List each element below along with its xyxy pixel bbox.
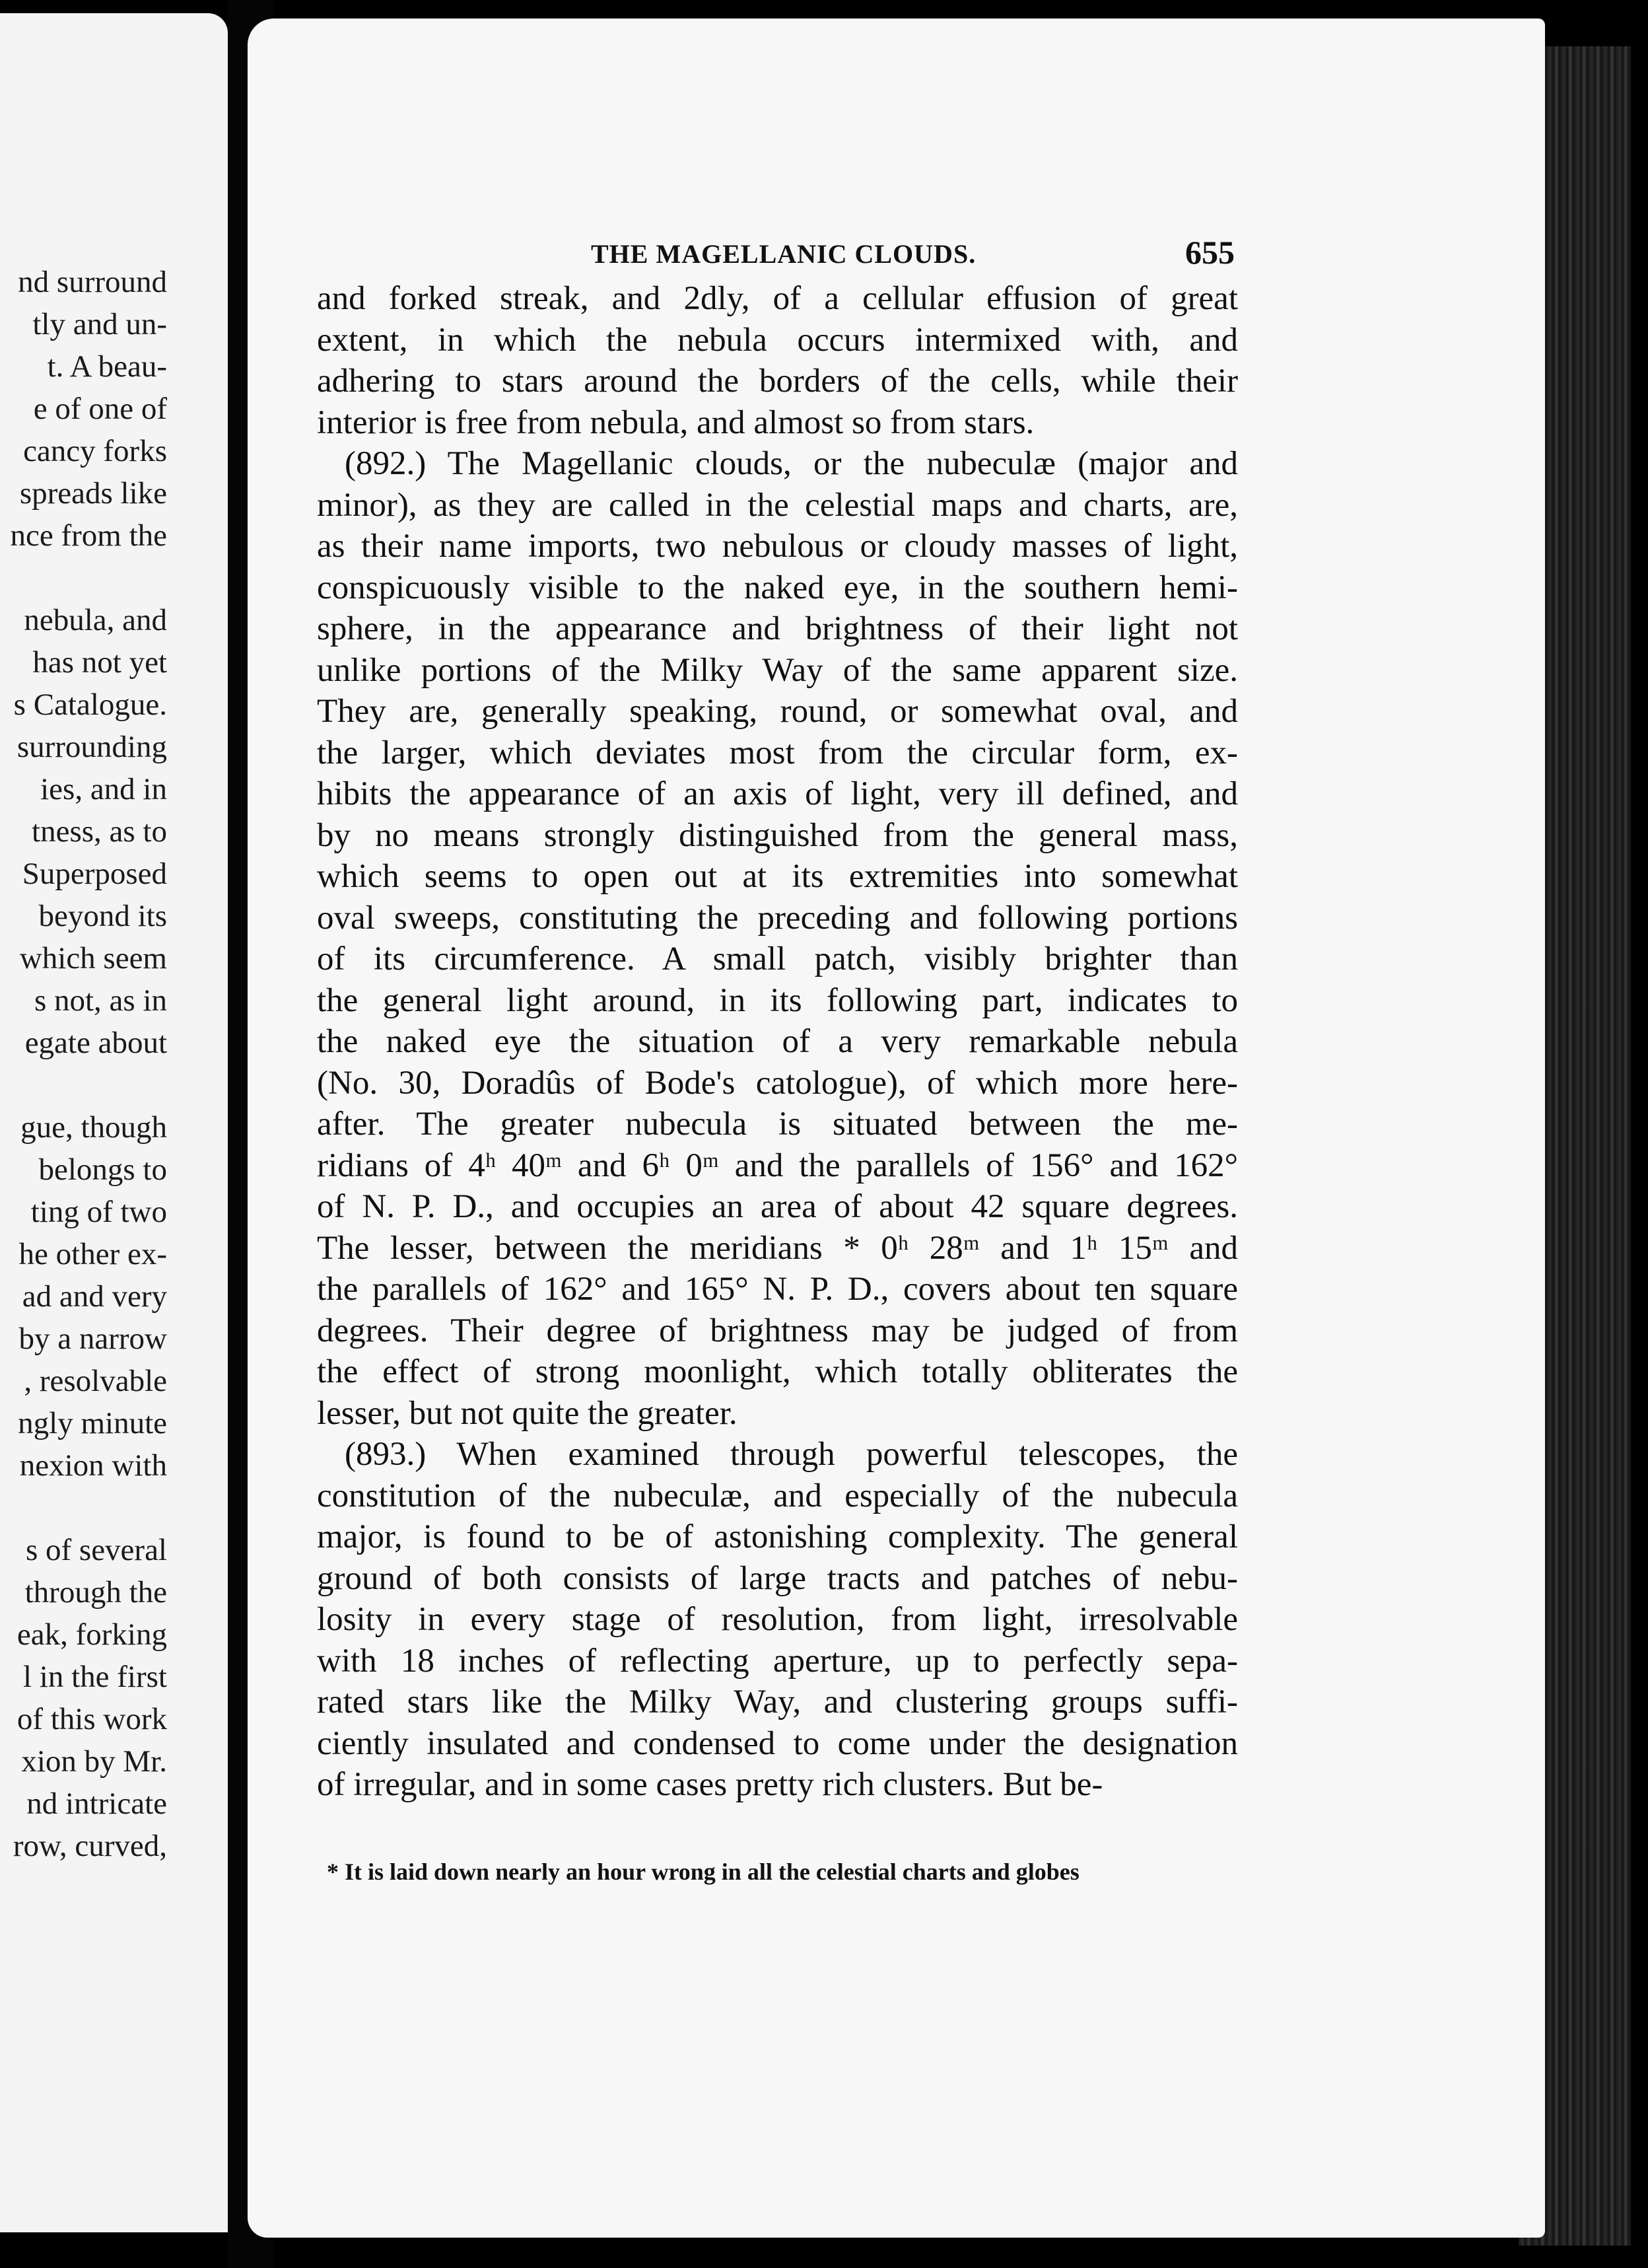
left-page-line: , resolvable: [24, 1364, 167, 1398]
body-line: constitution of the nubeculæ, and especially of the nubecula: [317, 1477, 1238, 1514]
body-line: sphere, in the appearance and brightness of their light not: [317, 610, 1238, 647]
left-page-line: beyond its: [38, 899, 167, 933]
body-line: ciently insulated and condensed to come under the designation: [317, 1724, 1238, 1762]
body-line: (892.) The Magellanic clouds, or the nubeculæ (major and: [345, 445, 1238, 482]
left-page-line: by a narrow: [18, 1322, 167, 1356]
body-line: which seems to open out at its extremities into somewhat: [317, 858, 1238, 895]
left-page-line: tness, as to: [32, 814, 167, 849]
left-page-line: ngly minute: [18, 1406, 167, 1440]
body-line: of irregular, and in some cases pretty rich clusters. But be-: [317, 1766, 1103, 1803]
body-line: degrees. Their degree of brightness may be judged of from: [317, 1312, 1238, 1349]
body-line: hibits the appearance of an axis of light, very ill defined, and: [317, 775, 1238, 812]
page-header: [248, 227, 1545, 273]
body-line: the effect of strong moonlight, which totally obliterates the: [317, 1353, 1238, 1390]
body-line: The lesser, between the meridians * 0ʰ 28ᵐ and 1ʰ 15ᵐ and: [317, 1229, 1238, 1267]
body-line: of its circumference. A small patch, visibly brighter than: [317, 940, 1238, 977]
left-page-line: of this work: [17, 1702, 167, 1736]
left-page-line: has not yet: [32, 645, 167, 680]
left-page-line: e of one of: [33, 392, 167, 426]
left-page-line: xion by Mr.: [21, 1744, 167, 1779]
body-line: (No. 30, Doradûs of Bode's catologue), of which more here-: [317, 1064, 1238, 1102]
body-line: the naked eye the situation of a very remarkable nebula: [317, 1023, 1238, 1060]
left-page-line: ad and very: [22, 1279, 167, 1314]
body-line: interior is free from nebula, and almost so from stars.: [317, 404, 1035, 441]
body-line: rated stars like the Milky Way, and clustering groups suffi-: [317, 1683, 1238, 1720]
body-line: the general light around, in its following part, indicates to: [317, 981, 1238, 1019]
body-line: They are, generally speaking, round, or somewhat oval, and: [317, 693, 1238, 730]
left-page-line: which seem: [19, 941, 167, 975]
body-line: losity in every stage of resolution, from light, irresolvable: [317, 1601, 1238, 1638]
left-page-line: nd intricate: [26, 1787, 167, 1821]
body-line: with 18 inches of reflecting aperture, up to perfectly sepa-: [317, 1642, 1238, 1680]
body-line: of N. P. D., and occupies an area of about 42 square degrees.: [317, 1188, 1238, 1225]
body-line: the parallels of 162° and 165° N. P. D., covers about ten square: [317, 1271, 1238, 1308]
left-page-line: l in the first: [23, 1660, 167, 1694]
body-line: unlike portions of the Milky Way of the same apparent size.: [317, 651, 1238, 689]
left-page-line: he other ex-: [18, 1237, 167, 1271]
body-text: [317, 278, 1238, 1806]
left-page-line: eak, forking: [17, 1617, 167, 1652]
body-line: and forked streak, and 2dly, of a cellular effusion of great: [317, 280, 1238, 317]
left-page-line: nce from the: [10, 518, 167, 553]
left-page: [0, 13, 228, 2232]
right-page: [248, 18, 1545, 2238]
left-page-line: ting of two: [30, 1195, 167, 1229]
body-line: (893.) When examined through powerful telescopes, the: [345, 1436, 1238, 1473]
left-page-line: spreads like: [19, 476, 167, 511]
left-page-line: s not, as in: [34, 983, 167, 1018]
body-line: ridians of 4ʰ 40ᵐ and 6ʰ 0ᵐ and the parallels of 156° and 162°: [317, 1147, 1238, 1184]
body-line: lesser, but not quite the greater.: [317, 1394, 738, 1432]
left-page-line: s of several: [25, 1533, 167, 1567]
body-line: minor), as they are called in the celestial maps and charts, are,: [317, 486, 1238, 524]
body-line: major, is found to be of astonishing complexity. The general: [317, 1518, 1238, 1555]
left-page-line: egate about: [24, 1026, 167, 1060]
left-page-line: gue, though: [20, 1110, 167, 1145]
left-page-line: s Catalogue.: [13, 688, 167, 722]
body-line: conspicuously visible to the naked eye, in the southern hemi-: [317, 569, 1238, 606]
running-title: THE MAGELLANIC CLOUDS.: [591, 239, 977, 269]
left-page-line: nd surround: [18, 265, 167, 299]
left-page-line: surrounding: [17, 730, 167, 764]
body-line: ground of both consists of large tracts and patches of nebu-: [317, 1559, 1238, 1597]
body-line: oval sweeps, constituting the preceding and following portions: [317, 899, 1238, 937]
left-page-line: nebula, and: [24, 603, 167, 637]
left-page-line: nexion with: [19, 1448, 167, 1483]
body-line: as their name imports, two nebulous or cloudy masses of light,: [317, 528, 1238, 565]
body-line: by no means strongly distinguished from the general mass,: [317, 816, 1238, 854]
footnote: * It is laid down nearly an hour wrong in all the celestial charts and globes: [327, 1859, 1080, 1885]
body-line: extent, in which the nebula occurs intermixed with, and: [317, 321, 1238, 359]
left-page-line: through the: [24, 1575, 167, 1610]
body-line: adhering to stars around the borders of the cells, while their: [317, 363, 1238, 400]
body-line: the larger, which deviates most from the circular form, ex-: [317, 734, 1238, 771]
left-page-line: tly and un-: [32, 307, 167, 341]
left-page-line: t. A beau-: [47, 349, 167, 384]
page-number: 655: [1185, 234, 1235, 271]
left-page-line: ies, and in: [40, 772, 167, 806]
left-page-line: row, curved,: [13, 1829, 167, 1863]
left-page-line: Superposed: [22, 857, 167, 891]
left-page-line: belongs to: [38, 1152, 167, 1187]
body-line: after. The greater nubecula is situated between the me-: [317, 1106, 1238, 1143]
left-page-line: cancy forks: [23, 434, 167, 468]
